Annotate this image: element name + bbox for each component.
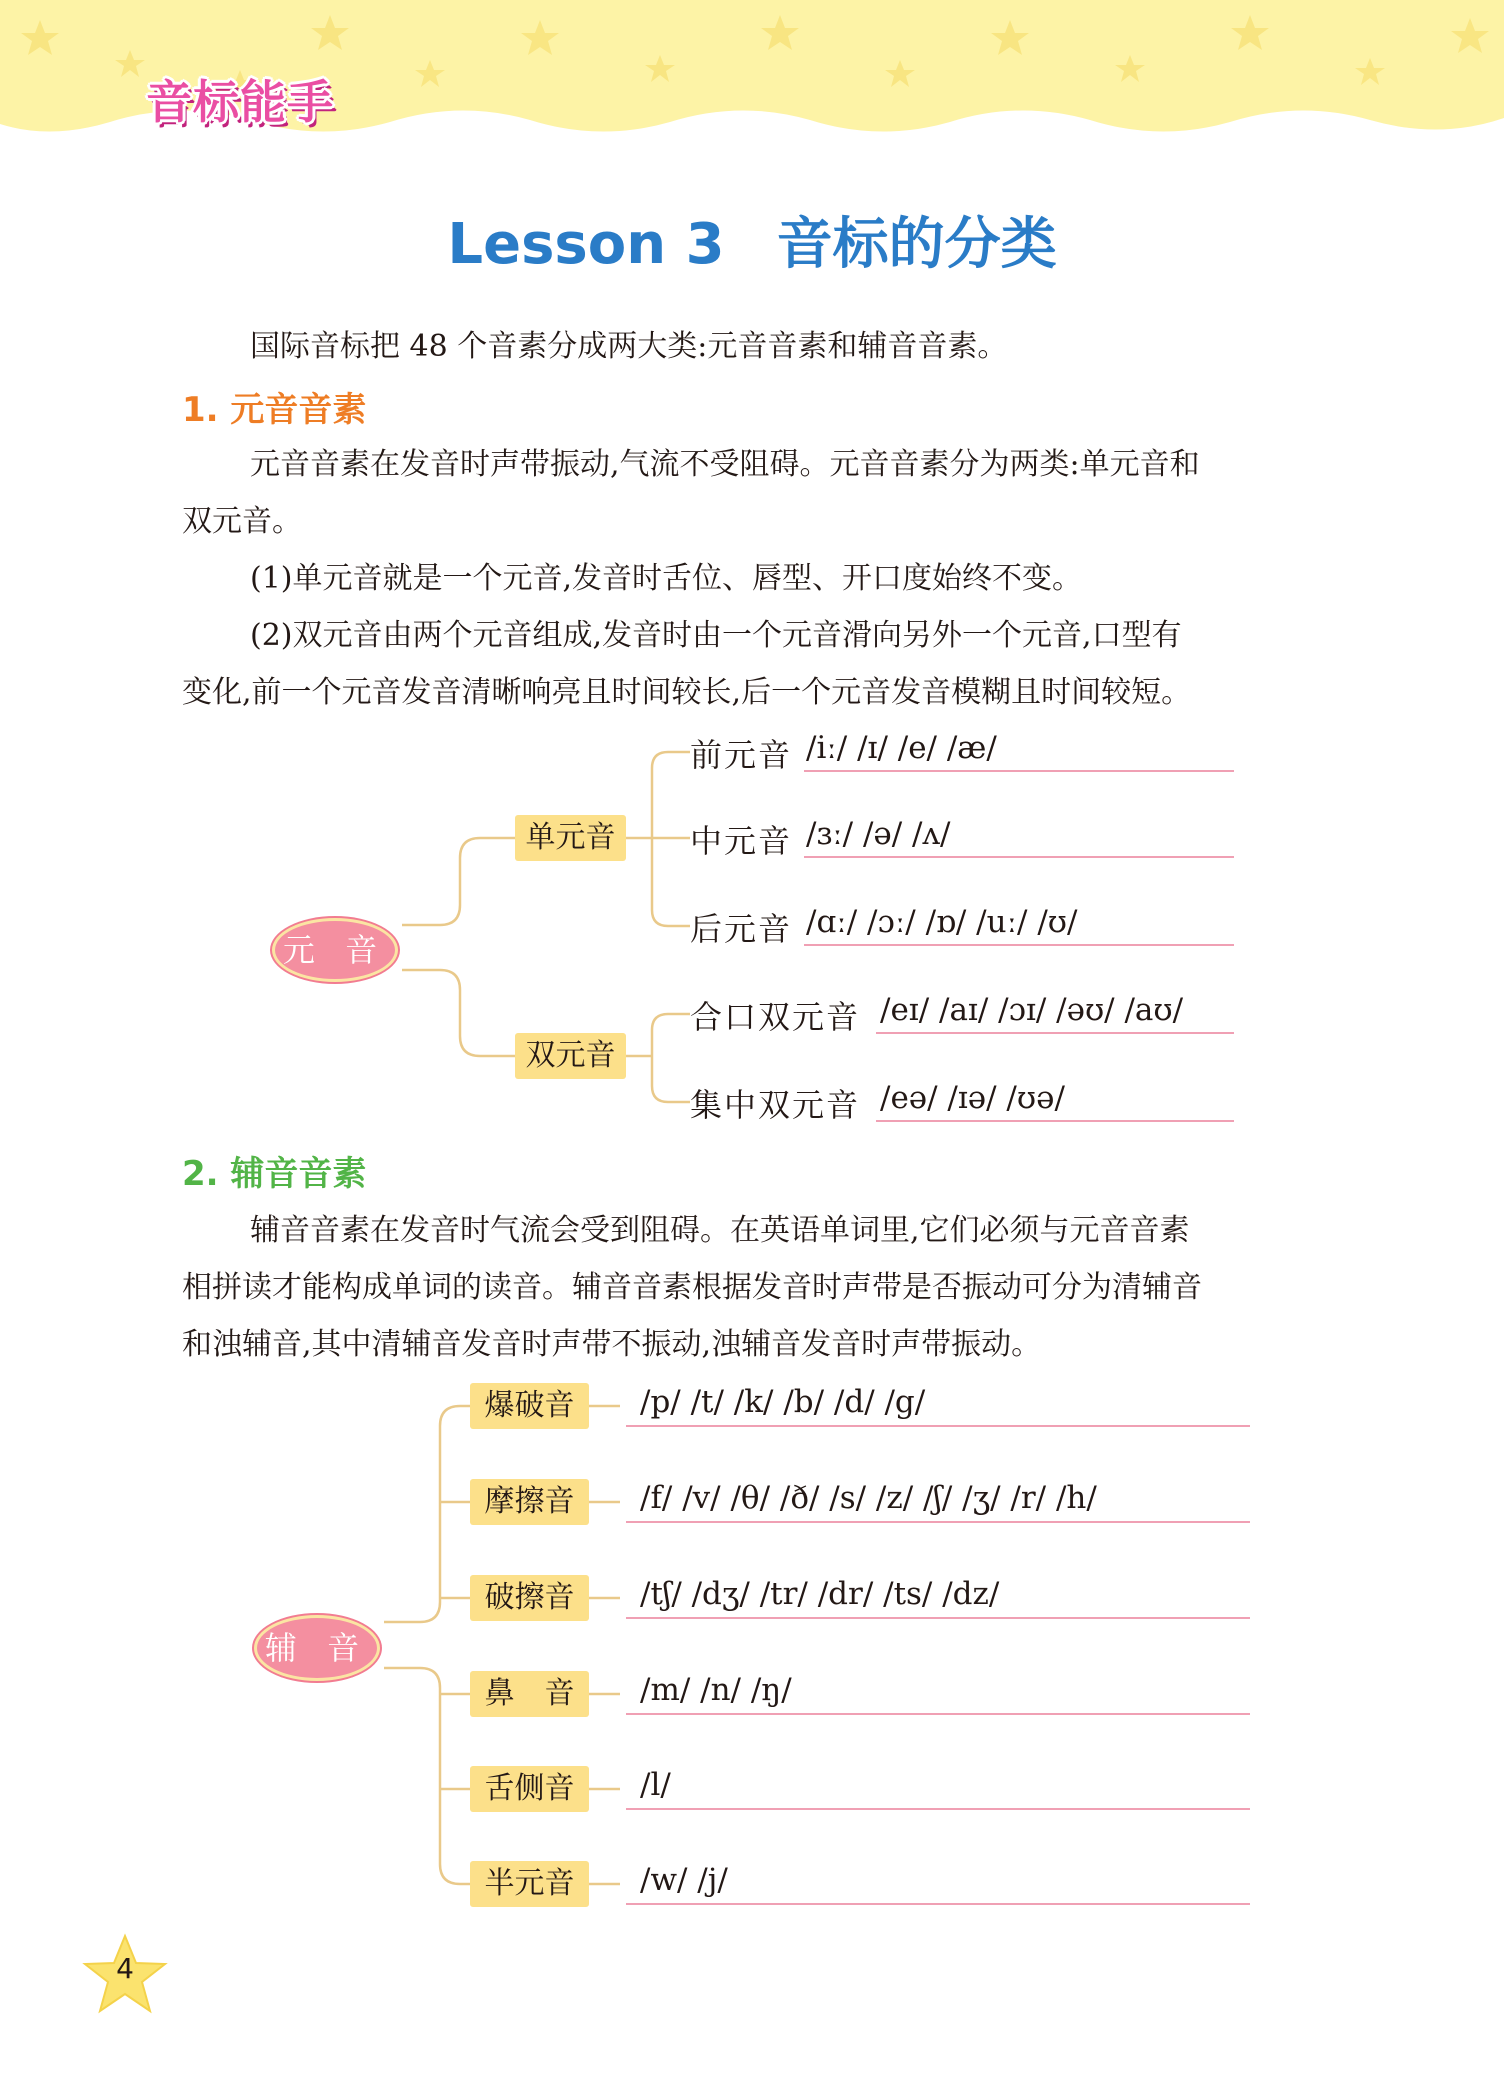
consonant-row-ipa: /p/ /t/ /k/ /b/ /d/ /g/ xyxy=(640,1384,926,1420)
vowel-group-diphthong: 双元音 xyxy=(515,1033,626,1079)
vowel-row-label: 合口双元音 xyxy=(690,998,861,1036)
consonant-root-oval: 辅 音 xyxy=(254,1615,380,1681)
consonant-row-ipa: /tʃ/ /dʒ/ /tr/ /dr/ /ts/ /dz/ xyxy=(640,1576,1000,1612)
page-number: 4 xyxy=(116,1952,134,1985)
consonant-row-ipa: /m/ /n/ /ŋ/ xyxy=(640,1672,792,1708)
intro-paragraph: 国际音标把 48 个音素分成两大类:元音音素和辅音音素。 xyxy=(250,329,1008,364)
consonant-group-box: 鼻 音 xyxy=(470,1671,589,1717)
consonant-group-box: 破擦音 xyxy=(470,1575,589,1621)
lesson-number: Lesson 3 xyxy=(447,212,725,277)
section-heading-consonants: 2. 辅音音素 xyxy=(182,1154,367,1194)
answer-line xyxy=(626,1713,1250,1715)
consonant-group-box: 舌侧音 xyxy=(470,1766,589,1812)
section-heading-vowels: 1. 元音音素 xyxy=(182,390,367,430)
consonant-row-ipa: /w/ /j/ xyxy=(640,1862,728,1898)
consonant-group-box: 半元音 xyxy=(470,1861,589,1907)
vowel-row-ipa: /ɜː/ /ə/ /ʌ/ xyxy=(806,816,951,852)
consonant-row-ipa: /l/ xyxy=(640,1767,671,1803)
answer-line xyxy=(626,1903,1250,1905)
vowel-row-label: 集中双元音 xyxy=(690,1086,861,1124)
vowel-row-ipa: /eɪ/ /aɪ/ /ɔɪ/ /əʊ/ /aʊ/ xyxy=(880,992,1184,1028)
vowel-group-monophthong: 单元音 xyxy=(515,815,626,861)
answer-line xyxy=(626,1617,1250,1619)
answer-line xyxy=(626,1425,1250,1427)
vowel-row-label: 中元音 xyxy=(690,822,793,860)
vowel-row-ipa: /eə/ /ɪə/ /ʊə/ xyxy=(880,1080,1065,1116)
vowel-root-oval: 元 音 xyxy=(272,918,398,982)
vowel-row-ipa: /iː/ /ɪ/ /e/ /æ/ xyxy=(806,730,997,766)
lesson-topic: 音标的分类 xyxy=(776,212,1057,277)
vowel-row-label: 后元音 xyxy=(690,910,793,948)
answer-line xyxy=(626,1808,1250,1810)
vowels-paragraph: 元音音素在发音时声带振动,气流不受阻碍。元音音素分为两类:单元音和 双元音。 (1)单元音就是一个元音,发音时舌位、唇型、开口度始终不变。 (2)双元音由两个元音组成,发音时由一个元音滑向另外一个元音,口型有 变化,前一个元音发音清晰响亮且时间较长,后一个元音发音模糊且时间较短。 xyxy=(182,447,1200,710)
answer-line xyxy=(626,1521,1250,1523)
vowel-row-ipa: /ɑː/ /ɔː/ /ɒ/ /uː/ /ʊ/ xyxy=(806,904,1078,940)
consonant-group-box: 爆破音 xyxy=(470,1383,589,1429)
consonant-row-ipa: /f/ /v/ /θ/ /ð/ /s/ /z/ /ʃ/ /ʒ/ /r/ /h/ xyxy=(640,1480,1097,1516)
consonants-paragraph: 辅音音素在发音时气流会受到阻碍。在英语单词里,它们必须与元音音素 相拼读才能构成单词的读音。辅音音素根据发音时声带是否振动可分为清辅音 和浊辅音,其中清辅音发音时声带不振动,浊辅音发音时声带振动。 xyxy=(182,1213,1202,1362)
consonant-group-box: 摩擦音 xyxy=(470,1479,589,1525)
vowel-row-label: 前元音 xyxy=(690,736,793,774)
brand-logo: 音标能手 xyxy=(146,75,334,129)
